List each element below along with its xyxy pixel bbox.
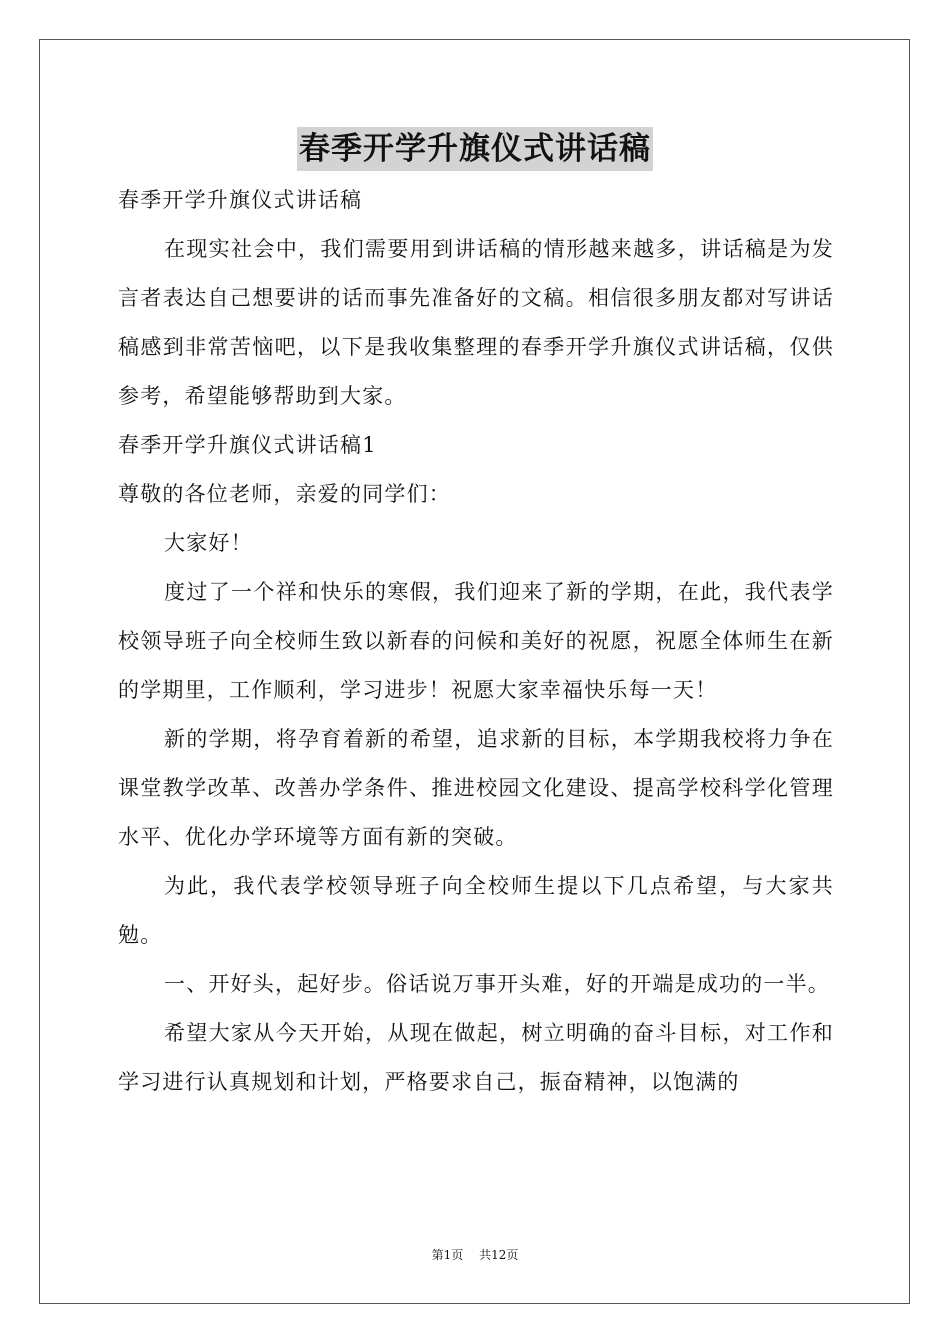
paragraph: 一、开好头，起好步。俗话说万事开头难，好的开端是成功的一半。 [164, 972, 830, 996]
page-total: 共12页 [479, 1248, 519, 1262]
section-heading: 春季开学升旗仪式讲话稿1 [118, 433, 377, 457]
title-container [0, 127, 950, 171]
paragraph: 希望大家从今天开始，从现在做起，树立明确的奋斗目标，对工作和学习进行认真规划和计划，严格要求自己，振奋精神，以饱满的 [118, 1021, 834, 1094]
paragraph: 春季开学升旗仪式讲话稿 [118, 188, 363, 212]
page-number: 第1页 [431, 1248, 464, 1262]
salutation: 尊敬的各位老师，亲爱的同学们： [118, 482, 451, 506]
paragraph: 新的学期，将孕育着新的希望，追求新的目标，本学期我校将力争在课堂教学改革、改善办学条件、推进校园文化建设、提高学校科学化管理水平、优化办学环境等方面有新的突破。 [118, 727, 834, 849]
paragraph: 为此，我代表学校领导班子向全校师生提以下几点希望，与大家共勉。 [118, 874, 834, 947]
document-body [118, 176, 834, 1107]
page-footer [0, 1246, 950, 1263]
greeting: 大家好！ [164, 531, 253, 555]
paragraph: 在现实社会中，我们需要用到讲话稿的情形越来越多，讲话稿是为发言者表达自己想要讲的话而事先准备好的文稿。相信很多朋友都对写讲话稿感到非常苦恼吧，以下是我收集整理的春季开学升旗仪式讲话稿，仅供参考，希望能够帮助到大家。 [118, 237, 834, 408]
document-title: 春季开学升旗仪式讲话稿 [297, 127, 653, 171]
paragraph: 度过了一个祥和快乐的寒假，我们迎来了新的学期，在此，我代表学校领导班子向全校师生致以新春的问候和美好的祝愿，祝愿全体师生在新的学期里，工作顺利，学习进步！祝愿大家幸福快乐每一天！ [118, 580, 834, 702]
